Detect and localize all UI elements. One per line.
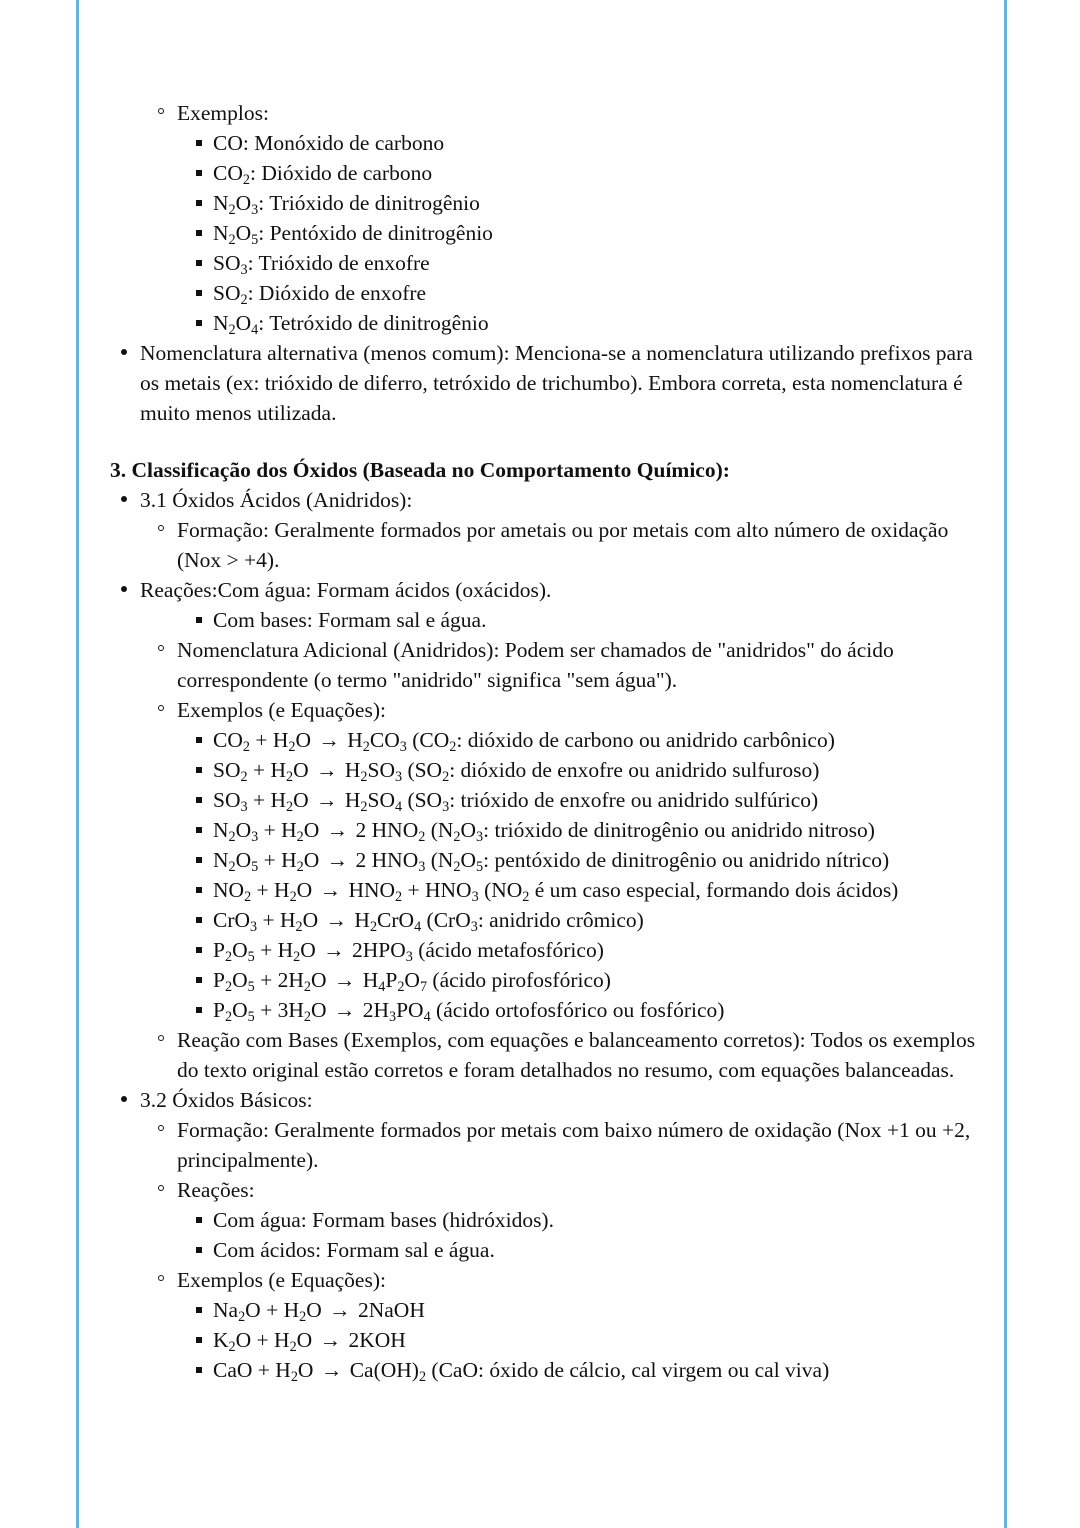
square-bullet-icon xyxy=(196,1007,202,1013)
square-bullet-icon xyxy=(196,170,202,176)
equation-na2o xyxy=(100,1295,980,1325)
reacoes-com-agua-acidos xyxy=(100,575,980,605)
square-bullet-icon xyxy=(196,140,202,146)
formacao-acidos xyxy=(100,515,980,575)
equation-p2o5-orto-text: $P_2O_5 + 3H_2O \to 2H_3PO_4$ (ácido ortofosfórico ou fosfórico) xyxy=(213,998,725,1025)
oxide-example-co2-text: $CO_2$: Dióxido de carbono xyxy=(213,161,433,188)
square-bullet-icon xyxy=(196,1247,202,1253)
oxide-example-n2o4-text: $N_2O_4$: Tetróxido de dinitrogênio xyxy=(213,311,489,338)
equation-no2-text: $NO_2 + H_2O \to HNO_2 + HNO_3$ ($NO_2$ é um caso especial, formando dois ácidos) xyxy=(213,878,899,905)
circle-bullet-icon xyxy=(158,1125,164,1131)
reacao-com-bases-exemplos xyxy=(100,1025,980,1085)
nomenclatura-alternativa xyxy=(100,338,980,428)
equation-n2o5-text: $N_2O_5 + H_2O \to 2$ $HNO_3$ ($N_2O_5$: pentóxido de dinitrogênio ou anidrido nítrico) xyxy=(213,848,890,875)
equation-so2-text: $SO_2 + H_2O \to H_2SO_3$ ($SO_2$: dióxido de enxofre ou anidrido sulfuroso) xyxy=(213,758,820,785)
disc-bullet-icon xyxy=(121,496,127,502)
exemplos-e-equacoes-basicos xyxy=(100,1265,980,1295)
oxide-example-n2o5-text: $N_2O_5$: Pentóxido de dinitrogênio xyxy=(213,221,493,248)
oxide-example-so3 xyxy=(100,248,980,278)
item-3-1-oxidos-acidos-text: 3.1 Óxidos Ácidos (Anidridos): xyxy=(140,488,413,512)
circle-bullet-icon xyxy=(158,1185,164,1191)
oxide-example-n2o5 xyxy=(100,218,980,248)
reacao-com-bases-exemplos-text: Reação com Bases (Exemplos, com equações e balanceamento corretos): Todos os exemplos do texto original estão corretos e foram detalhados no resumo, com equações balanceadas. xyxy=(177,1028,976,1082)
outline-list-bottom xyxy=(100,485,980,1385)
oxide-example-so3-text: $SO_3$: Trióxido de enxofre xyxy=(213,251,430,278)
item-3-1-oxidos-acidos xyxy=(100,485,980,515)
equation-co2 xyxy=(100,725,980,755)
equation-p2o5-piro xyxy=(100,965,980,995)
exemplos-label-text: Exemplos: xyxy=(177,101,269,125)
square-bullet-icon xyxy=(196,1307,202,1313)
square-bullet-icon xyxy=(196,947,202,953)
square-bullet-icon xyxy=(196,887,202,893)
circle-bullet-icon xyxy=(158,525,164,531)
square-bullet-icon xyxy=(196,260,202,266)
circle-bullet-icon xyxy=(158,705,164,711)
square-bullet-icon xyxy=(196,617,202,623)
disc-bullet-icon xyxy=(121,1096,127,1102)
equation-co2-text: $CO_2 + H_2O \to H_2CO_3$ ($CO_2$: dióxido de carbono ou anidrido carbônico) xyxy=(213,728,835,755)
equation-no2 xyxy=(100,875,980,905)
oxide-example-co-text: CO: Monóxido de carbono xyxy=(213,131,445,155)
square-bullet-icon xyxy=(196,857,202,863)
equation-n2o3-text: $N_2O_3 + H_2O \to 2$ $HNO_2$ ($N_2O_3$: trióxido de dinitrogênio ou anidrido nitroso) xyxy=(213,818,875,845)
oxide-example-n2o3-text: $N_2O_3$: Trióxido de dinitrogênio xyxy=(213,191,480,218)
equation-k2o-text: $K_2O + H_2O \to 2KOH$ xyxy=(213,1328,406,1355)
square-bullet-icon xyxy=(196,797,202,803)
circle-bullet-icon xyxy=(158,1275,164,1281)
oxide-example-co xyxy=(100,128,980,158)
circle-bullet-icon xyxy=(158,645,164,651)
reacoes-basicos-text: Reações: xyxy=(177,1178,255,1202)
com-bases-sal-agua-text: Com bases: Formam sal e água. xyxy=(213,608,487,632)
equation-na2o-text: $Na_2O + H_2O$ → 2NaOH xyxy=(213,1298,425,1325)
equation-cro3 xyxy=(100,905,980,935)
document-body xyxy=(100,98,980,1385)
outline-list-top xyxy=(100,98,980,428)
com-bases-sal-agua xyxy=(100,605,980,635)
equation-p2o5-meta xyxy=(100,935,980,965)
equation-so2 xyxy=(100,755,980,785)
square-bullet-icon xyxy=(196,230,202,236)
com-agua-bases-text: Com água: Formam bases (hidróxidos). xyxy=(213,1208,554,1232)
square-bullet-icon xyxy=(196,1367,202,1373)
item-3-2-oxidos-basicos xyxy=(100,1085,980,1115)
nomenclatura-adicional-anidridos-text: Nomenclatura Adicional (Anidridos): Podem ser chamados de "anidridos" do ácido correspondente (o termo "anidrido" significa "sem água"). xyxy=(177,638,894,692)
exemplos-e-equacoes-acidos xyxy=(100,695,980,725)
com-acidos-sal-agua-text: Com ácidos: Formam sal e água. xyxy=(213,1238,495,1262)
reacoes-com-agua-acidos-text: Reações:Com água: Formam ácidos (oxácidos). xyxy=(140,578,552,602)
oxide-example-so2-text: $SO_2$: Dióxido de enxofre xyxy=(213,281,427,308)
square-bullet-icon xyxy=(196,200,202,206)
oxide-example-n2o3 xyxy=(100,188,980,218)
square-bullet-icon xyxy=(196,320,202,326)
square-bullet-icon xyxy=(196,977,202,983)
exemplos-e-equacoes-basicos-text: Exemplos (e Equações): xyxy=(177,1268,386,1292)
left-margin-rule xyxy=(76,0,79,1528)
formacao-basicos-text: Formação: Geralmente formados por metais com baixo número de oxidação (Nox +1 ou +2, principalmente). xyxy=(177,1118,971,1172)
square-bullet-icon xyxy=(196,290,202,296)
square-bullet-icon xyxy=(196,767,202,773)
equation-p2o5-piro-text: $P_2O_5 + 2H_2O \to H_4P_2O_7$ (ácido pirofosfórico) xyxy=(213,968,611,995)
square-bullet-icon xyxy=(196,1217,202,1223)
formacao-basicos xyxy=(100,1115,980,1175)
square-bullet-icon xyxy=(196,737,202,743)
formacao-acidos-text: Formação: Geralmente formados por ametais ou por metais com alto número de oxidação (Nox > +4). xyxy=(177,518,949,572)
equation-n2o5 xyxy=(100,845,980,875)
circle-bullet-icon xyxy=(158,1035,164,1041)
equation-cro3-text: $CrO_3 + H_2O \to H_2CrO_4$ (CrO$_3$: anidrido crômico) xyxy=(213,908,644,935)
reacoes-basicos xyxy=(100,1175,980,1205)
right-margin-rule xyxy=(1004,0,1007,1528)
square-bullet-icon xyxy=(196,1337,202,1343)
equation-p2o5-orto xyxy=(100,995,980,1025)
exemplos-label xyxy=(100,98,980,128)
equation-n2o3 xyxy=(100,815,980,845)
oxide-example-so2 xyxy=(100,278,980,308)
equation-cao-text: CaO + $H_2O \to Ca(OH)_2$ (CaO: óxido de cálcio, cal virgem ou cal viva) xyxy=(213,1358,830,1385)
square-bullet-icon xyxy=(196,827,202,833)
square-bullet-icon xyxy=(196,917,202,923)
equation-cao xyxy=(100,1355,980,1385)
disc-bullet-icon xyxy=(121,586,127,592)
exemplos-e-equacoes-acidos-text: Exemplos (e Equações): xyxy=(177,698,386,722)
equation-p2o5-meta-text: $P_2O_5 + H_2O \to 2HPO_3$ (ácido metafosfórico) xyxy=(213,938,604,965)
com-agua-bases xyxy=(100,1205,980,1235)
com-acidos-sal-agua xyxy=(100,1235,980,1265)
item-3-2-oxidos-basicos-text: 3.2 Óxidos Básicos: xyxy=(140,1088,313,1112)
equation-so3-text: $SO_3 + H_2O \to H_2SO_4$ ($SO_3$: trióxido de enxofre ou anidrido sulfúrico) xyxy=(213,788,819,815)
section-heading-3: 3. Classificação dos Óxidos (Baseada no Comportamento Químico): xyxy=(110,458,730,482)
oxide-example-n2o4 xyxy=(100,308,980,338)
nomenclatura-alternativa-text: Nomenclatura alternativa (menos comum): Menciona-se a nomenclatura utilizando prefixos para os metais (ex: trióxido de diferro, tetróxido de trichumbo). Embora correta, esta nomenclatura é muito menos utilizada. xyxy=(140,341,973,425)
circle-bullet-icon xyxy=(158,108,164,114)
disc-bullet-icon xyxy=(121,349,127,355)
nomenclatura-adicional-anidridos xyxy=(100,635,980,695)
oxide-example-co2 xyxy=(100,158,980,188)
equation-so3 xyxy=(100,785,980,815)
equation-k2o xyxy=(100,1325,980,1355)
